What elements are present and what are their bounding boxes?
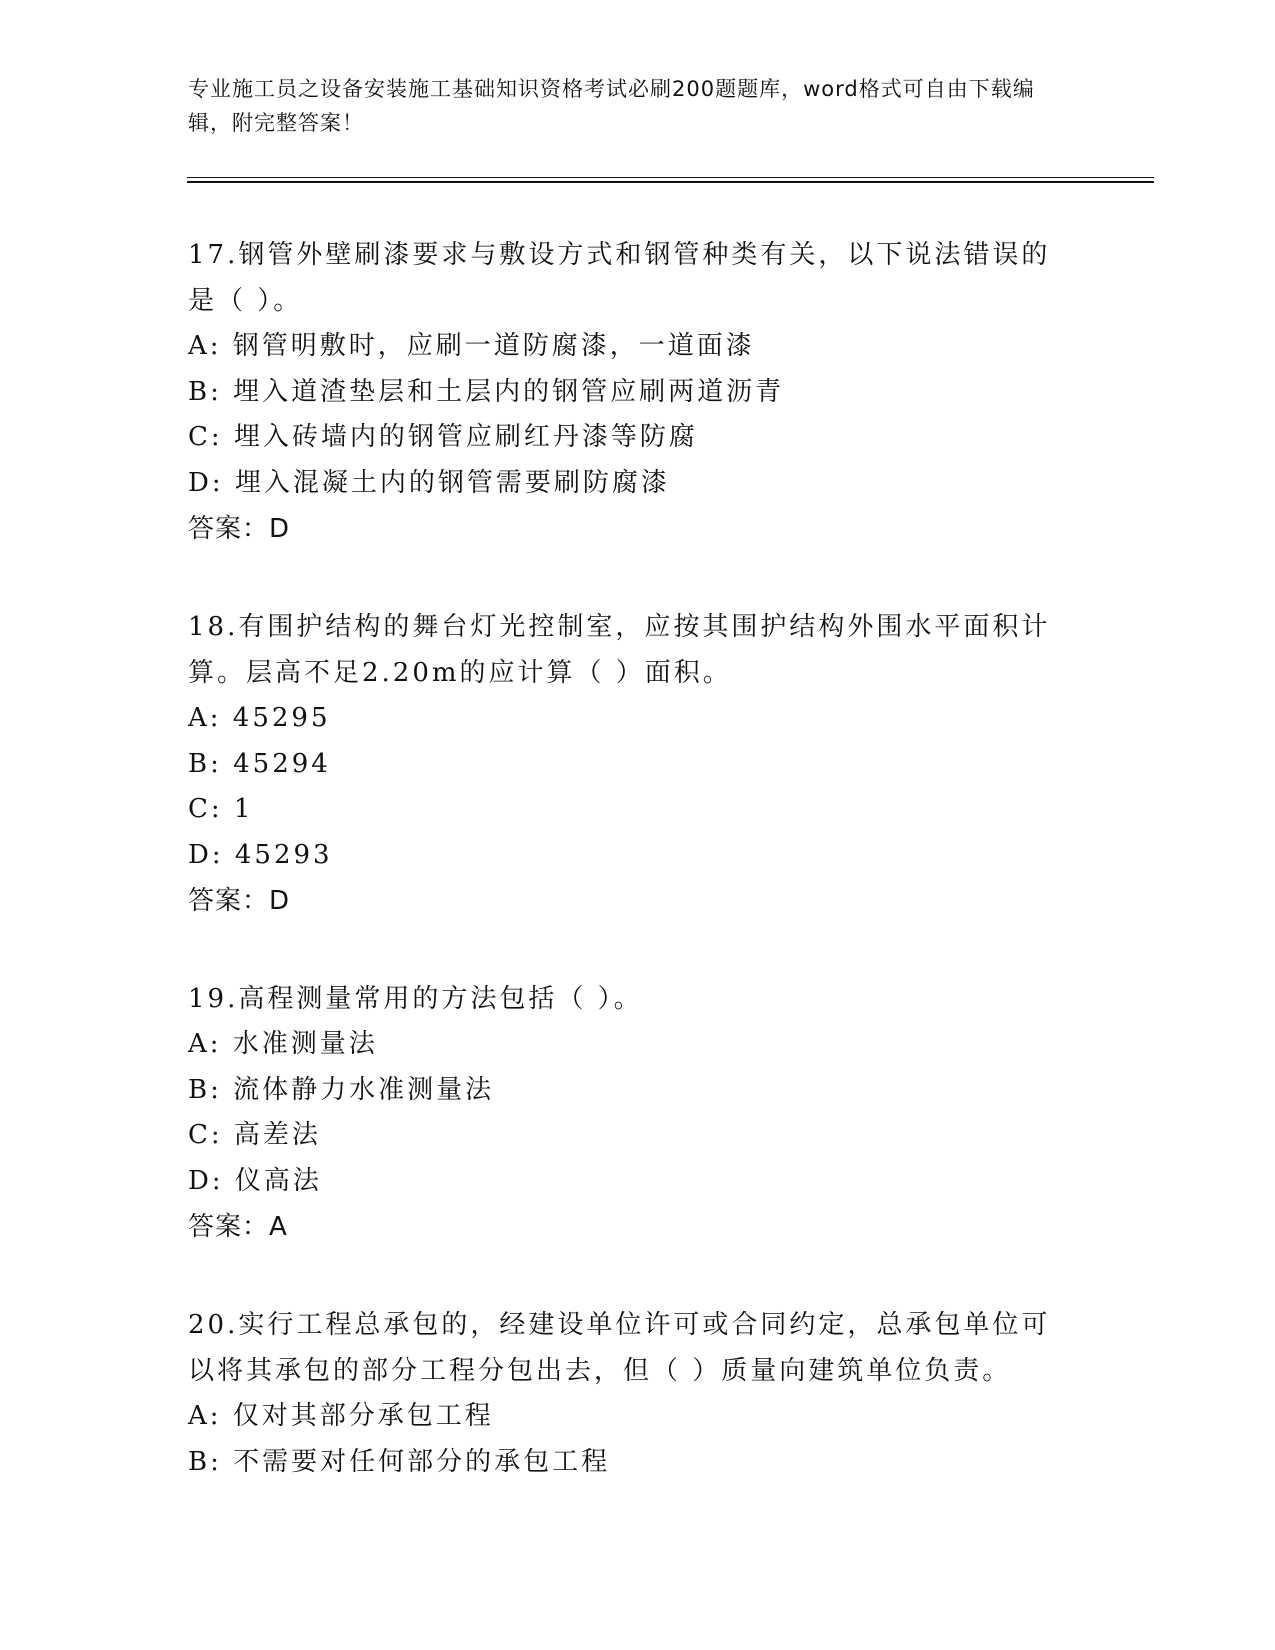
option-b: B: 流体静力水准测量法 — [188, 1074, 495, 1105]
option-c: C: 高差法 — [188, 1120, 321, 1150]
question-stem: 18.有围护结构的舞台灯光控制室，应按其围护结构外围水平面积计算。层高不足2.20m的应计算（ ）面积。 — [188, 612, 1051, 688]
header-divider-thin — [187, 177, 1154, 178]
question-stem: 20.实行工程总承包的，经建设单位许可或合同约定，总承包单位可以将其承包的部分工程分包出去，但（ ）质量向建筑单位负责。 — [188, 1310, 1051, 1386]
option-a: A: 钢管明敷时，应刷一道防腐漆，一道面漆 — [188, 331, 755, 361]
question-list — [188, 232, 1078, 1537]
header-divider-thick — [187, 181, 1154, 183]
question-19 — [188, 976, 1078, 1250]
question-stem: 17.钢管外壁刷漆要求与敷设方式和钢管种类有关，以下说法错误的是（ ）。 — [188, 240, 1051, 316]
option-a: A: 仅对其部分承包工程 — [188, 1401, 494, 1431]
question-18 — [188, 604, 1078, 924]
question-17 — [188, 232, 1078, 552]
option-b: B: 45294 — [188, 748, 331, 779]
option-d: D: 仪高法 — [188, 1165, 322, 1196]
option-c: C: 1 — [188, 794, 254, 824]
option-b: B: 不需要对任何部分的承包工程 — [188, 1446, 611, 1477]
option-b: B: 埋入道渣垫层和土层内的钢管应刷两道沥青 — [188, 376, 785, 407]
option-a: A: 45295 — [188, 703, 331, 733]
option-c: C: 埋入砖墙内的钢管应刷红丹漆等防腐 — [188, 422, 698, 452]
answer: 答案：A — [188, 1212, 288, 1242]
question-20 — [188, 1302, 1078, 1485]
question-stem: 19.高程测量常用的方法包括（ ）。 — [188, 984, 643, 1014]
option-d: D: 45293 — [188, 839, 333, 870]
option-a: A: 水准测量法 — [188, 1029, 378, 1059]
document-header: 专业施工员之设备安装施工基础知识资格考试必刷200题题库，word格式可自由下载编辑，附完整答案！ — [188, 77, 1035, 135]
answer: 答案：D — [188, 514, 291, 544]
answer: 答案：D — [188, 886, 291, 916]
option-d: D: 埋入混凝土内的钢管需要刷防腐漆 — [188, 467, 670, 498]
